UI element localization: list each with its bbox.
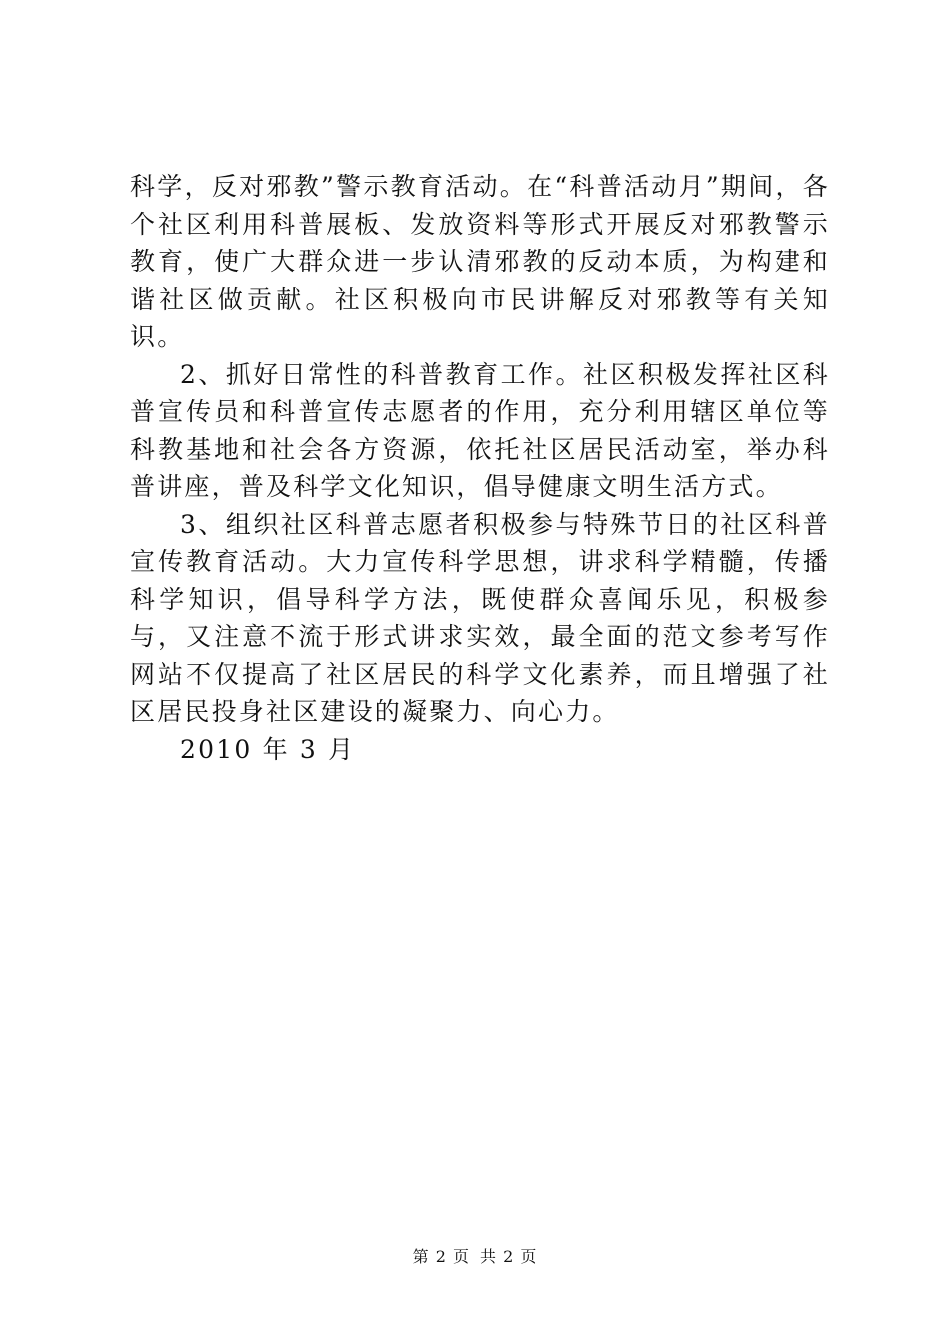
document-date: 2010 年 3 月 <box>180 734 356 764</box>
paragraph-item-3: 3、组织社区科普志愿者积极参与特殊节日的社区科普宣传教育活动。大力宣传科学思想，讲求科学精髓，传播科学知识，倡导科学方法，既使群众喜闻乐见，积极参与，又注意不流于形式讲求实效，最全面的范文参考写作网站不仅提高了社区居民的科学文化素养，而且增强了社区居民投身社区建设的凝聚力、向心力。 <box>130 509 830 726</box>
paragraph-item-2: 2、抓好日常性的科普教育工作。社区积极发挥社区科普宣传员和科普宣传志愿者的作用，充分利用辖区单位等科教基地和社会各方资源，依托社区居民活动室，举办科普讲座，普及科学文化知识，倡导健康文明生活方式。 <box>130 359 830 501</box>
page-number-total: 共 2 页 <box>480 1247 538 1266</box>
page-number-current: 第 2 页 <box>412 1247 470 1266</box>
document-body <box>130 168 830 768</box>
paragraph-continuation: 科学，反对邪教”警示教育活动。在“科普活动月”期间，各个社区利用科普展板、发放资料等形式开展反对邪教警示教育，使广大群众进一步认清邪教的反动本质，为构建和谐社区做贡献。社区积极向市民讲解反对邪教等有关知识。 <box>130 172 830 351</box>
page-footer <box>0 1244 950 1267</box>
